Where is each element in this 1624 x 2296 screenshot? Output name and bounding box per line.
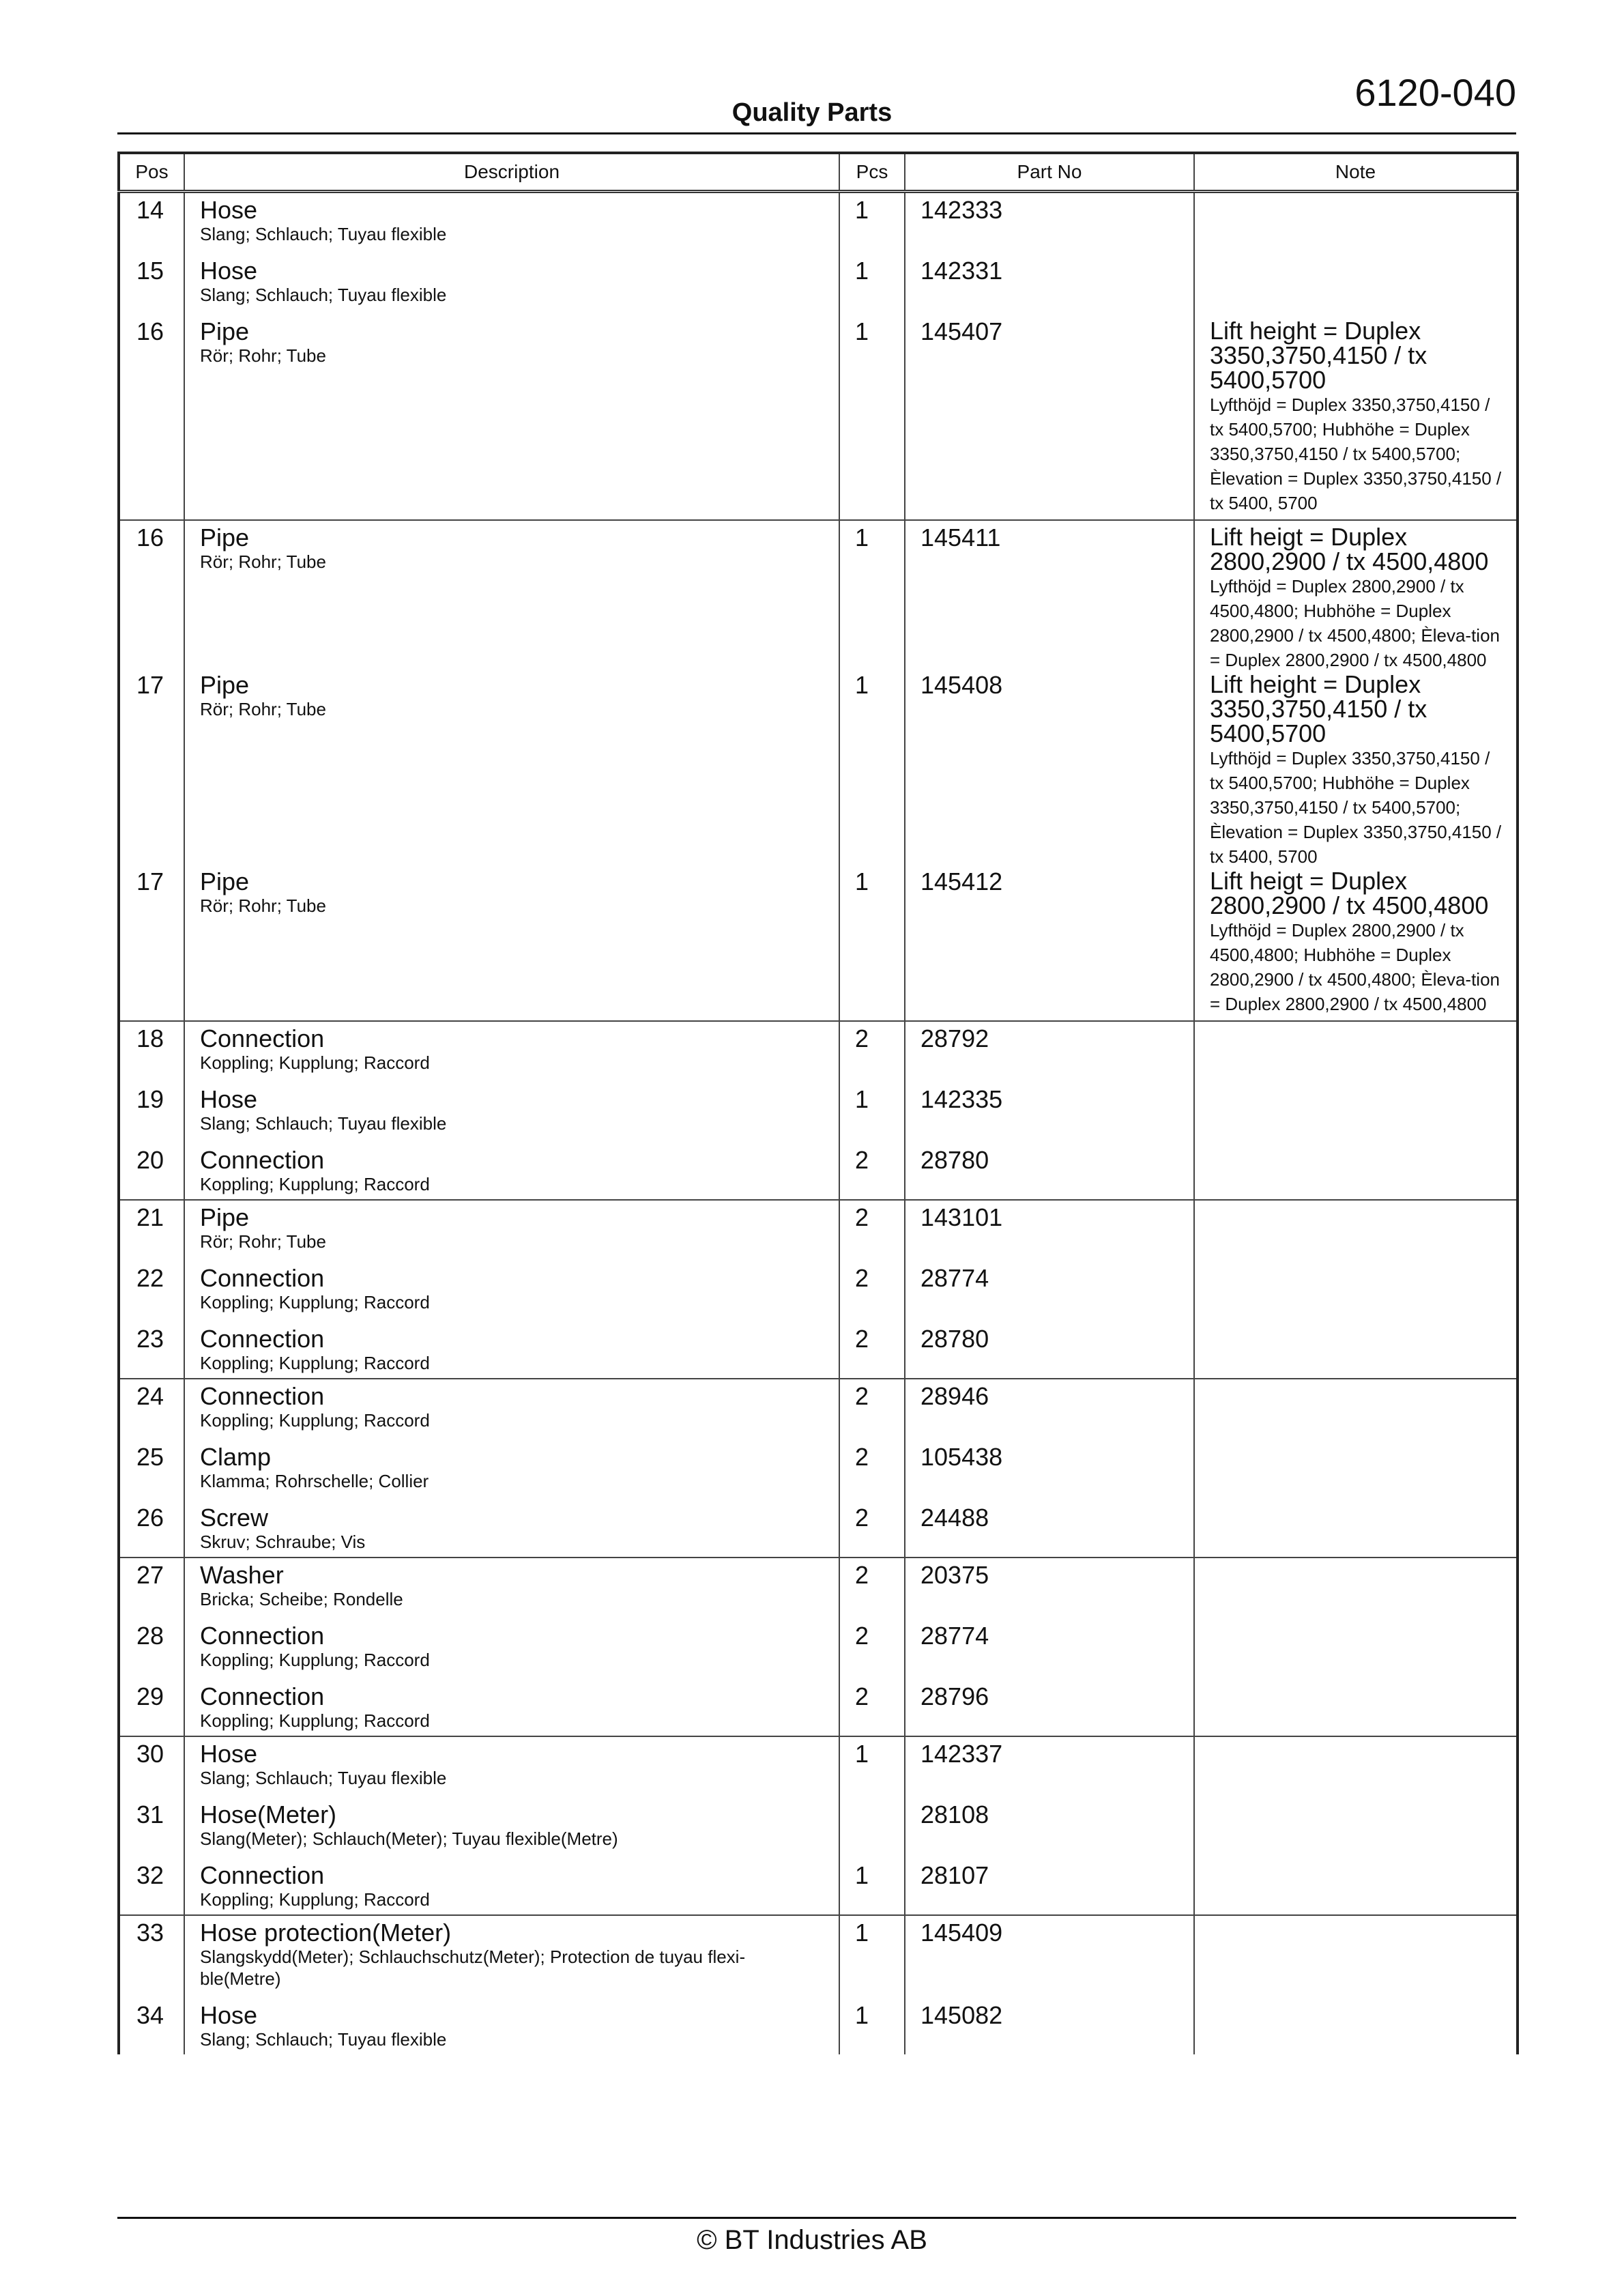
cell-pcs: 1 — [839, 2003, 905, 2054]
cell-note — [1194, 520, 1518, 672]
cell-description — [184, 1736, 839, 1802]
cell-description — [184, 1802, 839, 1863]
part-translations: Koppling; Kupplung; Raccord — [200, 1052, 430, 1073]
part-name: Connection — [200, 1861, 325, 1889]
note-main: Lift heigt = Duplex 2800,2900 / tx 4500,4800 — [1210, 867, 1489, 919]
part-name: Pipe — [200, 671, 250, 699]
table-row — [119, 1505, 1518, 1558]
cell-description — [184, 192, 839, 259]
part-name: Washer — [200, 1561, 284, 1589]
part-translations: Rör; Rohr; Tube — [200, 551, 326, 572]
part-translations: Koppling; Kupplung; Raccord — [200, 1650, 430, 1670]
part-name: Hose protection(Meter) — [200, 1919, 452, 1947]
cell-pcs: 1 — [839, 1863, 905, 1915]
cell-part-no: 28774 — [905, 1623, 1194, 1684]
cell-pcs: 2 — [839, 1326, 905, 1379]
cell-pos: 20 — [136, 1146, 164, 1174]
cell-part-no: 143101 — [905, 1200, 1194, 1265]
cell-pcs: 2 — [839, 1505, 905, 1558]
column-header-description: Description — [184, 153, 839, 192]
cell-description — [184, 1379, 839, 1444]
cell-pcs: 2 — [839, 1265, 905, 1326]
page-title: Quality Parts — [731, 98, 893, 127]
table-row — [119, 258, 1518, 319]
row-spacer — [200, 573, 818, 586]
part-translations: Koppling; Kupplung; Raccord — [200, 1353, 430, 1373]
cell-pos: 24 — [136, 1382, 164, 1410]
cell-pcs: 2 — [839, 1379, 905, 1444]
parts-table — [117, 152, 1519, 2054]
document-number: 6120-040 — [1354, 71, 1516, 114]
part-translations: Koppling; Kupplung; Raccord — [200, 1292, 430, 1312]
cell-pcs: 1 — [839, 869, 905, 1021]
cell-note — [1194, 2003, 1518, 2054]
cell-pos: 15 — [136, 257, 164, 285]
part-translations: Slang; Schlauch; Tuyau flexible — [200, 1768, 447, 1788]
note-main: Lift height = Duplex 3350,3750,4150 / tx 5400,5700 — [1210, 317, 1427, 394]
part-translations: Koppling; Kupplung; Raccord — [200, 1174, 430, 1194]
table-row — [119, 672, 1518, 869]
cell-pcs: 2 — [839, 1147, 905, 1200]
cell-note — [1194, 1444, 1518, 1505]
row-spacer — [200, 306, 818, 319]
table-row — [119, 1863, 1518, 1915]
cell-pos: 25 — [136, 1443, 164, 1471]
cell-description — [184, 1147, 839, 1200]
table-row — [119, 2003, 1518, 2054]
parts-group — [119, 1021, 1518, 1200]
part-name: Connection — [200, 1264, 325, 1292]
part-name: Connection — [200, 1622, 325, 1650]
cell-note — [1194, 258, 1518, 319]
cell-note — [1194, 1147, 1518, 1200]
cell-pcs — [839, 1802, 905, 1863]
part-name: Connection — [200, 1146, 325, 1174]
cell-pos: 22 — [136, 1264, 164, 1292]
cell-part-no: 28792 — [905, 1021, 1194, 1087]
table-row — [119, 520, 1518, 672]
part-name: Connection — [200, 1682, 325, 1710]
cell-part-no: 28780 — [905, 1326, 1194, 1379]
part-name: Hose — [200, 2001, 258, 2029]
cell-description — [184, 1200, 839, 1265]
parts-group — [119, 1558, 1518, 1736]
cell-description — [184, 1087, 839, 1147]
cell-description — [184, 1326, 839, 1379]
part-translations: Slang; Schlauch; Tuyau flexible — [200, 1113, 447, 1134]
part-name: Pipe — [200, 317, 250, 345]
row-spacer — [200, 1431, 818, 1444]
part-translations: Slang(Meter); Schlauch(Meter); Tuyau flexible(Metre) — [200, 1828, 618, 1849]
cell-pcs: 1 — [839, 1915, 905, 2003]
part-translations: Koppling; Kupplung; Raccord — [200, 1710, 430, 1731]
column-header-part-no: Part No — [905, 153, 1194, 192]
note-translations: Lyfthöjd = Duplex 3350,3750,4150 / tx 5400,5700; Hubhöhe = Duplex 3350,3750,4150 / tx 5400,5700; Èlevation = Duplex 3350,3750,4150 / tx 5400, 5700 — [1210, 748, 1502, 867]
cell-note — [1194, 869, 1518, 1021]
note-translations: Lyfthöjd = Duplex 3350,3750,4150 / tx 5400,5700; Hubhöhe = Duplex 3350,3750,4150 / tx 5400,5700; Èlevation = Duplex 3350,3750,4150 / tx 5400, 5700 — [1210, 394, 1502, 513]
cell-pos: 16 — [136, 317, 164, 345]
table-row — [119, 1684, 1518, 1736]
row-spacer — [200, 1074, 818, 1087]
cell-part-no: 142337 — [905, 1736, 1194, 1802]
cell-part-no: 145412 — [905, 869, 1194, 1021]
cell-pos: 18 — [136, 1024, 164, 1052]
row-spacer — [200, 720, 818, 733]
part-translations: Rör; Rohr; Tube — [200, 895, 326, 916]
cell-pos: 14 — [136, 196, 164, 224]
cell-part-no: 28107 — [905, 1863, 1194, 1915]
cell-pcs: 1 — [839, 520, 905, 672]
cell-part-no: 28946 — [905, 1379, 1194, 1444]
parts-group — [119, 1915, 1518, 2054]
cell-note — [1194, 1863, 1518, 1915]
cell-note — [1194, 1915, 1518, 2003]
cell-part-no: 142331 — [905, 258, 1194, 319]
part-translations: Skruv; Schraube; Vis — [200, 1532, 366, 1552]
cell-note — [1194, 1802, 1518, 1863]
parts-group — [119, 192, 1518, 521]
cell-description — [184, 1915, 839, 2003]
cell-pos: 33 — [136, 1919, 164, 1947]
table-header-row — [119, 153, 1518, 192]
table-row — [119, 1200, 1518, 1265]
part-translations: Koppling; Kupplung; Raccord — [200, 1410, 430, 1431]
part-translations: Slang; Schlauch; Tuyau flexible — [200, 2029, 447, 2050]
cell-note — [1194, 1684, 1518, 1736]
part-name: Hose — [200, 1740, 258, 1768]
cell-pos: 17 — [136, 671, 164, 699]
parts-group — [119, 1736, 1518, 1915]
table-row — [119, 1558, 1518, 1623]
cell-pos: 28 — [136, 1622, 164, 1650]
row-spacer — [200, 1492, 818, 1505]
cell-description — [184, 258, 839, 319]
cell-description — [184, 1021, 839, 1087]
table-row — [119, 1087, 1518, 1147]
part-translations: Slangskydd(Meter); Schlauchschutz(Meter); Protection de tuyau flexi-ble(Metre) — [200, 1947, 746, 1989]
cell-description — [184, 1444, 839, 1505]
cell-pos: 19 — [136, 1085, 164, 1113]
cell-note — [1194, 1505, 1518, 1558]
table-row — [119, 319, 1518, 520]
cell-pos: 16 — [136, 523, 164, 551]
cell-note — [1194, 1326, 1518, 1379]
parts-group — [119, 1379, 1518, 1558]
part-name: Pipe — [200, 1203, 250, 1231]
column-header-pcs: Pcs — [839, 153, 905, 192]
part-name: Screw — [200, 1504, 269, 1532]
cell-description — [184, 520, 839, 672]
cell-pos: 26 — [136, 1504, 164, 1532]
note-main: Lift height = Duplex 3350,3750,4150 / tx 5400,5700 — [1210, 670, 1427, 747]
parts-group — [119, 520, 1518, 1021]
table-row — [119, 1326, 1518, 1379]
cell-part-no: 28108 — [905, 1802, 1194, 1863]
cell-description — [184, 1684, 839, 1736]
cell-part-no: 145408 — [905, 672, 1194, 869]
cell-pos: 32 — [136, 1861, 164, 1889]
cell-note — [1194, 1379, 1518, 1444]
part-name: Hose — [200, 257, 258, 285]
part-name: Pipe — [200, 867, 250, 895]
footer-divider — [117, 2217, 1516, 2219]
cell-description — [184, 1863, 839, 1915]
table-row — [119, 869, 1518, 1021]
cell-part-no: 28796 — [905, 1684, 1194, 1736]
cell-pcs: 2 — [839, 1623, 905, 1684]
part-name: Hose(Meter) — [200, 1800, 337, 1828]
cell-part-no: 145407 — [905, 319, 1194, 520]
table-row — [119, 1802, 1518, 1863]
cell-pcs: 1 — [839, 672, 905, 869]
cell-pos: 29 — [136, 1682, 164, 1710]
note-main: Lift heigt = Duplex 2800,2900 / tx 4500,4800 — [1210, 523, 1489, 575]
table-row — [119, 1147, 1518, 1200]
cell-pcs: 2 — [839, 1558, 905, 1623]
cell-pos: 31 — [136, 1800, 164, 1828]
cell-pcs: 1 — [839, 319, 905, 520]
cell-description — [184, 1623, 839, 1684]
cell-description — [184, 1558, 839, 1623]
cell-part-no: 28774 — [905, 1265, 1194, 1326]
cell-pcs: 2 — [839, 1684, 905, 1736]
cell-note — [1194, 319, 1518, 520]
part-name: Connection — [200, 1024, 325, 1052]
note-translations: Lyfthöjd = Duplex 2800,2900 / tx 4500,4800; Hubhöhe = Duplex 2800,2900 / tx 4500,4800; Èleva-tion = Duplex 2800,2900 / tx 4500,4800 — [1210, 576, 1500, 670]
table-row — [119, 192, 1518, 259]
cell-pcs: 1 — [839, 258, 905, 319]
cell-part-no: 28780 — [905, 1147, 1194, 1200]
cell-description — [184, 869, 839, 1021]
footer-copyright: © BT Industries AB — [697, 2225, 927, 2255]
cell-note — [1194, 1021, 1518, 1087]
cell-note — [1194, 1623, 1518, 1684]
cell-note — [1194, 1265, 1518, 1326]
part-translations: Rör; Rohr; Tube — [200, 699, 326, 719]
part-translations: Rör; Rohr; Tube — [200, 1231, 326, 1252]
row-spacer — [200, 1990, 818, 2003]
cell-pos: 27 — [136, 1561, 164, 1589]
cell-pos: 17 — [136, 867, 164, 895]
cell-note — [1194, 1087, 1518, 1147]
part-name: Connection — [200, 1382, 325, 1410]
header-divider — [117, 132, 1516, 134]
cell-part-no: 24488 — [905, 1505, 1194, 1558]
cell-description — [184, 319, 839, 520]
table-row — [119, 1379, 1518, 1444]
part-name: Pipe — [200, 523, 250, 551]
part-translations: Slang; Schlauch; Tuyau flexible — [200, 224, 447, 244]
parts-group — [119, 1200, 1518, 1379]
table-row — [119, 1915, 1518, 2003]
cell-part-no: 145082 — [905, 2003, 1194, 2054]
table-row — [119, 1444, 1518, 1505]
cell-pcs: 2 — [839, 1444, 905, 1505]
cell-part-no: 142335 — [905, 1087, 1194, 1147]
cell-part-no: 145409 — [905, 1915, 1194, 2003]
cell-pos: 34 — [136, 2001, 164, 2029]
cell-pos: 21 — [136, 1203, 164, 1231]
cell-description — [184, 2003, 839, 2054]
cell-note — [1194, 192, 1518, 259]
cell-pos: 23 — [136, 1325, 164, 1353]
part-translations: Rör; Rohr; Tube — [200, 345, 326, 366]
cell-pcs: 1 — [839, 1736, 905, 1802]
part-translations: Koppling; Kupplung; Raccord — [200, 1889, 430, 1910]
cell-description — [184, 672, 839, 869]
cell-part-no: 142333 — [905, 192, 1194, 259]
cell-pcs: 2 — [839, 1021, 905, 1087]
cell-note — [1194, 672, 1518, 869]
column-header-note: Note — [1194, 153, 1518, 192]
part-translations: Klamma; Rohrschelle; Collier — [200, 1471, 429, 1491]
part-name: Connection — [200, 1325, 325, 1353]
cell-description — [184, 1505, 839, 1558]
cell-part-no: 145411 — [905, 520, 1194, 672]
cell-part-no: 20375 — [905, 1558, 1194, 1623]
cell-pos: 30 — [136, 1740, 164, 1768]
cell-description — [184, 1265, 839, 1326]
table-row — [119, 1265, 1518, 1326]
note-translations: Lyfthöjd = Duplex 2800,2900 / tx 4500,4800; Hubhöhe = Duplex 2800,2900 / tx 4500,4800; Èleva-tion = Duplex 2800,2900 / tx 4500,4800 — [1210, 920, 1500, 1014]
cell-part-no: 105438 — [905, 1444, 1194, 1505]
part-name: Hose — [200, 196, 258, 224]
cell-note — [1194, 1200, 1518, 1265]
table-row — [119, 1736, 1518, 1802]
cell-note — [1194, 1558, 1518, 1623]
cell-note — [1194, 1736, 1518, 1802]
table-row — [119, 1623, 1518, 1684]
cell-pcs: 2 — [839, 1200, 905, 1265]
part-name: Clamp — [200, 1443, 272, 1471]
part-translations: Slang; Schlauch; Tuyau flexible — [200, 285, 447, 305]
column-header-pos: Pos — [119, 153, 184, 192]
cell-pcs: 1 — [839, 192, 905, 259]
row-spacer — [200, 245, 818, 258]
table-row — [119, 1021, 1518, 1087]
part-translations: Bricka; Scheibe; Rondelle — [200, 1589, 403, 1609]
cell-pcs: 1 — [839, 1087, 905, 1147]
part-name: Hose — [200, 1085, 258, 1113]
